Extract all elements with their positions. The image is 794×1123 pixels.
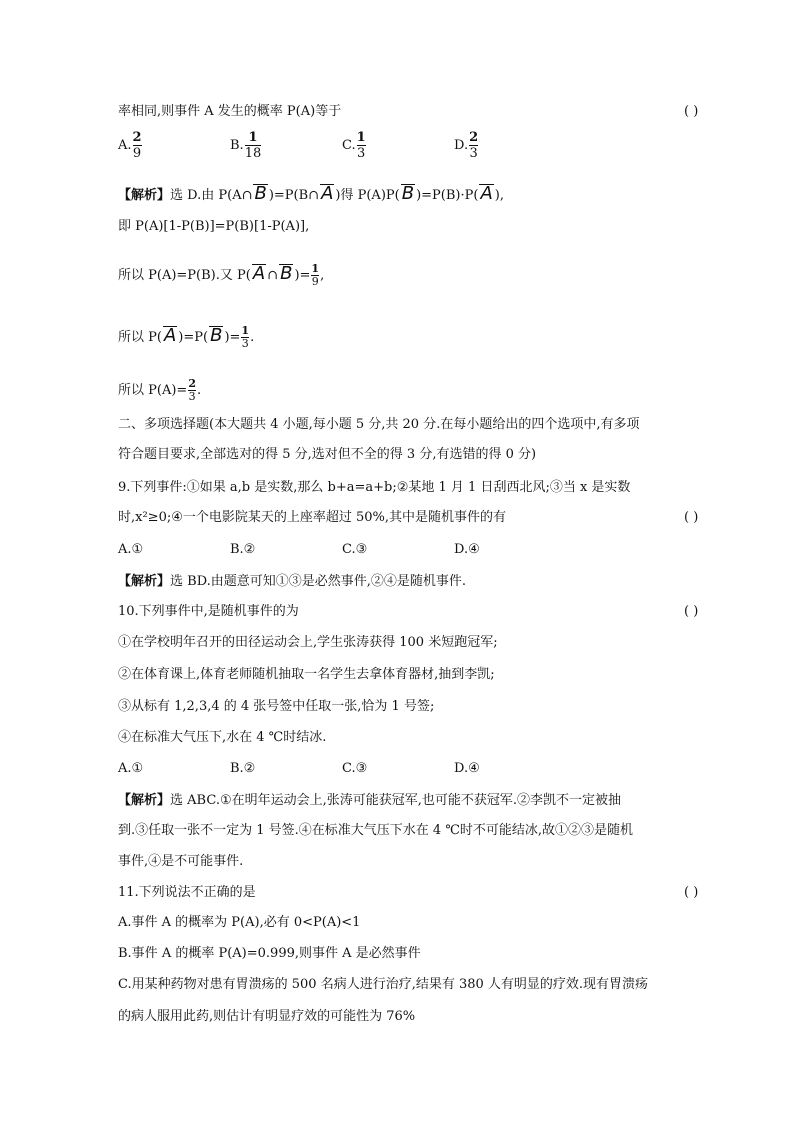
- q10-stem: 10.下列事件中,是随机事件的为: [118, 604, 299, 619]
- q8-solution-line-5: 所以 P(A)= $\frac{2}{3}$ .: [118, 377, 202, 403]
- q8-option-c: C. $\frac{1}{3}$: [342, 130, 366, 161]
- q9-solution: 【解析】选 BD.由题意可知①③是必然事件,②④是随机事件.: [118, 574, 467, 589]
- q10-option-a: A.①: [118, 761, 144, 776]
- q8-answer-paren: ( ): [684, 104, 699, 119]
- q9-answer-paren: ( ): [684, 510, 699, 525]
- q8-solution-line-2: 即 P(A)[1-P(B)]=P(B)[1-P(A)],: [118, 219, 310, 234]
- q10-solution-line-3: 事件,④是不可能事件.: [118, 854, 244, 869]
- q9-option-d: D.④: [454, 542, 480, 557]
- q10-option-d: D.④: [454, 761, 480, 776]
- q8-option-d: D. $\frac{2}{3}$: [454, 130, 479, 161]
- solution-tag: 【解析】: [118, 188, 171, 203]
- q11-stem: 11.下列说法不正确的是: [118, 885, 256, 900]
- q8-solution-line-1: 【解析】选 D.由 P(A∩ B )=P(B∩ A )得 P(A)P( B )=P(B)·P( A ),: [118, 183, 504, 204]
- q10-option-c: C.③: [342, 761, 368, 776]
- q9-stem-line-2: 时,x²≥0;④一个电影院某天的上座率超过 50%,其中是随机事件的有: [118, 510, 507, 525]
- q9-option-b: B.②: [230, 542, 256, 557]
- q8-option-b: B. $\frac{1}{18}$: [230, 130, 262, 161]
- q10-option-b: B.②: [230, 761, 256, 776]
- q11-option-c-line-2: 的病人服用此药,则估计有明显疗效的可能性为 76%: [118, 1009, 416, 1024]
- q10-solution-line-1: 【解析】选 ABC.①在明年运动会上,张涛可能获冠军,也可能不获冠军.②李凯不一定被抽: [118, 793, 621, 808]
- q10-item-3: ③从标有 1,2,3,4 的 4 张号签中任取一张,恰为 1 号签;: [118, 699, 435, 714]
- q11-option-b: B.事件 A 的概率 P(A)=0.999,则事件 A 是必然事件: [118, 946, 421, 961]
- section-2-heading-line-1: 二、多项选择题(本大题共 4 小题,每小题 5 分,共 20 分.在每小题给出的四个选项中,有多项: [118, 417, 640, 432]
- q8-stem: 率相同,则事件 A 发生的概率 P(A)等于: [118, 104, 342, 119]
- q10-solution-line-2: 到.③任取一张不一定为 1 号签.④在标准大气压下水在 4 ℃时不可能结冰,故①②③是随机: [118, 823, 634, 838]
- q9-stem-line-1: 9.下列事件:①如果 a,b 是实数,那么 b+a=a+b;②某地 1 月 1 日刮西北风;③当 x 是实数: [118, 480, 631, 495]
- q8-option-a: A. $\frac{2}{9}$: [118, 130, 142, 161]
- solution-tag: 【解析】: [118, 793, 171, 808]
- q8-solution-line-3: 所以 P(A)=P(B).又 P( A ∩ B )= $\frac{1}{9}$ ,: [118, 262, 325, 288]
- solution-tag: 【解析】: [118, 574, 171, 589]
- q11-answer-paren: ( ): [684, 885, 699, 900]
- q9-option-a: A.①: [118, 542, 144, 557]
- q10-item-4: ④在标准大气压下,水在 4 ℃时结冰.: [118, 730, 327, 745]
- q10-item-2: ②在体育课上,体育老师随机抽取一名学生去拿体育器材,抽到李凯;: [118, 667, 495, 682]
- q11-option-a: A.事件 A 的概率为 P(A),必有 0<P(A)<1: [118, 915, 361, 930]
- q10-item-1: ①在学校明年召开的田径运动会上,学生张涛获得 100 米短跑冠军;: [118, 635, 498, 650]
- section-2-heading-line-2: 符合题目要求,全部选对的得 5 分,选对但不全的得 3 分,有选错的得 0 分): [118, 447, 537, 462]
- q8-solution-line-4: 所以 P( A )=P( B )= $\frac{1}{3}$ .: [118, 324, 255, 350]
- q10-answer-paren: ( ): [684, 604, 699, 619]
- q11-option-c-line-1: C.用某种药物对患有胃溃疡的 500 名病人进行治疗,结果有 380 人有明显的疗效.现有胃溃疡: [118, 977, 649, 992]
- q9-option-c: C.③: [342, 542, 368, 557]
